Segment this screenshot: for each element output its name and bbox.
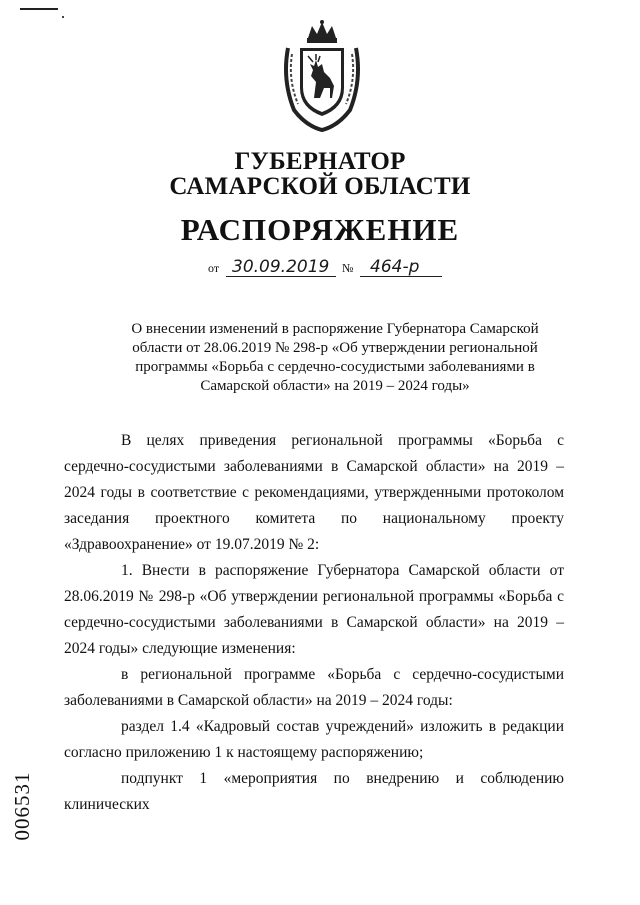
scan-mark	[20, 8, 58, 10]
body-paragraph: раздел 1.4 «Кадровый состав учреждений» изложить в редакции согласно приложению 1 к настоящему распоряжению;	[64, 718, 564, 761]
issuer-title-line2: САМАРСКОЙ ОБЛАСТИ	[169, 173, 471, 200]
number-value: 464-р	[370, 257, 420, 277]
body-paragraph: В целях приведения региональной программы «Борьба с сердечно-сосудистыми заболеваниями в Самарской области» на 2019 – 2024 годы в соответствие с рекомендациями, утвержденными протоколом заседания проектного комитета по национальному проекту «Здравоохранение» от 19.07.2019 № 2:	[64, 432, 564, 553]
scan-dot	[62, 16, 64, 18]
document-subject: О внесении изменений в распоряжение Губернатора Самарской области от 28.06.2019 № 298-р «Об утверждении региональной программы «Борьба с сердечно-сосудистыми заболеваниями в Самарской области» на 2019 – 2024 годы»	[131, 321, 539, 394]
body-paragraph: подпункт 1 «мероприятия по внедрению и соблюдению клинических	[64, 770, 564, 813]
number-label: №	[342, 261, 354, 275]
date-number-line	[208, 256, 448, 280]
document-type: РАСПОРЯЖЕНИЕ	[180, 212, 460, 247]
body-paragraph: в региональной программе «Борьба с сердечно-сосудистыми заболеваниями в Самарской области» на 2019 – 2024 годы:	[64, 666, 564, 709]
coat-of-arms-icon	[280, 20, 364, 132]
issuer-title-line1: ГУБЕРНАТОР	[234, 148, 406, 175]
date-value: 30.09.2019	[232, 257, 330, 277]
date-label: от	[208, 261, 220, 275]
side-serial-number: 006531	[10, 771, 34, 841]
body-paragraph: 1. Внести в распоряжение Губернатора Самарской области от 28.06.2019 № 298-р «Об утверждении региональной программы «Борьба с сердечно-сосудистыми заболеваниями в Самарской области» на 2019 – 2024 годы» следующие изменения:	[64, 562, 564, 657]
